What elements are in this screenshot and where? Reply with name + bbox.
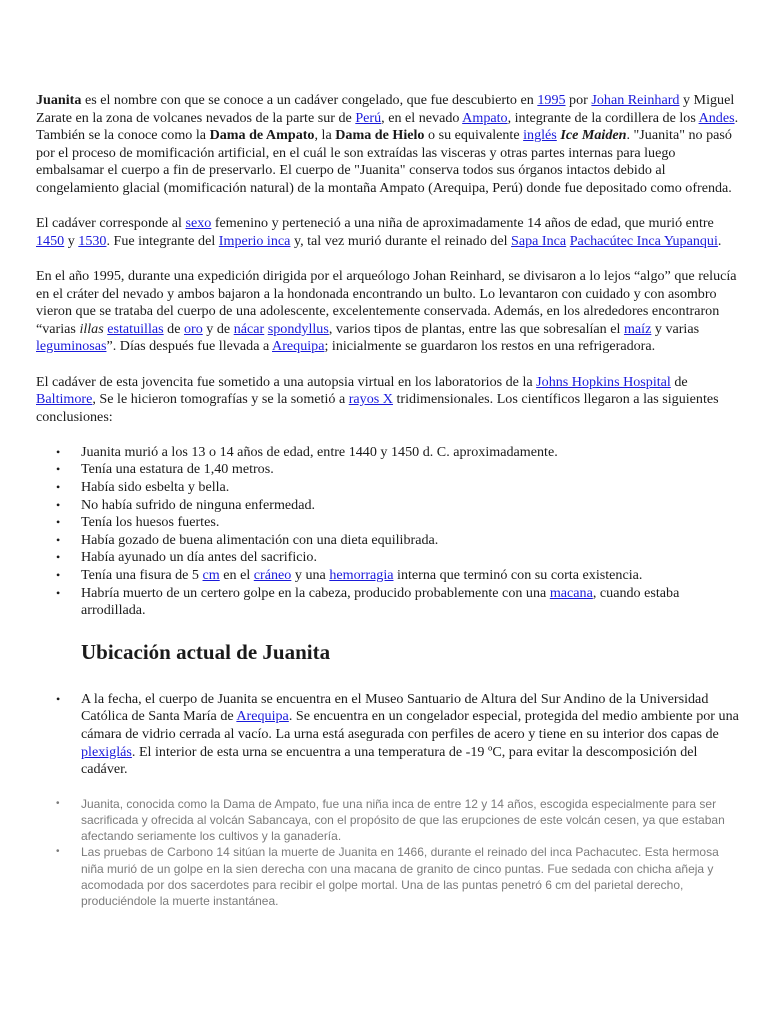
section-heading: Ubicación actual de Juanita: [81, 639, 331, 664]
link-baltimore[interactable]: Baltimore: [36, 391, 93, 408]
text-run: interna que terminó con su corta existencia.: [393, 567, 643, 584]
text-run: por: [565, 92, 592, 108]
text-run: . "Juanita" no pasó por el proceso de momificación artificial, en el cuál le son extraídas las visceras y otras partes internas para luego embalsamar el cuerpo a fin de preservarlo. El cuerpo de "Juanita" conserva todos sus órganos intactos debido al congelamiento glacial (momificación natural) de la montaña Ampato (Arequipa, Perú) donde fue depositado como ofrenda.: [36, 127, 732, 196]
text-run: . Fue integrante del: [106, 232, 219, 249]
text-run: y una: [291, 567, 330, 584]
text-run: El cadáver de esta jovencita fue sometido a una autopsia virtual en los laboratorios de la: [36, 373, 537, 390]
link-arequipa-2[interactable]: Arequipa: [236, 708, 289, 725]
text-run: ”. Días después fue llevada a: [106, 338, 273, 355]
link-maiz[interactable]: maíz: [623, 320, 652, 337]
link-1530[interactable]: 1530: [78, 232, 107, 249]
text-run: Tenía una fisura de 5: [81, 567, 203, 584]
text-run: y: [64, 232, 79, 249]
link-peru[interactable]: Perú: [355, 109, 382, 126]
list-item: • No había sufrido de ninguna enfermedad.: [36, 497, 742, 515]
text-run: ; inicialmente se guardaron los restos en una refrigeradora.: [324, 338, 656, 355]
text-run: tridimensionales. Los científicos llegaron a las siguientes conclusiones:: [36, 391, 719, 425]
conclusions-list: [36, 444, 742, 620]
text-run: y varias: [651, 320, 700, 337]
link-cm[interactable]: cm: [202, 567, 220, 584]
text-run: , la: [314, 127, 336, 144]
list-item: • Tenía los huesos fuertes.: [36, 514, 742, 532]
list-item: [36, 567, 742, 585]
link-nacar[interactable]: nácar: [233, 320, 265, 337]
link-estatuillas[interactable]: estatuillas: [107, 320, 164, 337]
text-run: en el: [219, 567, 254, 584]
bold-term: Dama de Ampato: [209, 127, 315, 144]
text-run: y Miguel Zarate en la zona de volcanes nevados de la parte sur de: [36, 92, 735, 126]
link-imperio-inca[interactable]: Imperio inca: [218, 232, 291, 249]
list-item: [36, 585, 742, 620]
link-andes[interactable]: Andes: [698, 109, 735, 126]
text-run: , Se le hicieron tomografías y se la sometió a: [92, 391, 349, 408]
text-run: Habría muerto de un certero golpe en la cabeza, producido probablemente con una: [81, 584, 550, 601]
text-run: de: [163, 320, 184, 337]
list-item: • Juanita, conocida como la Dama de Ampato, fue una niña inca de entre 12 y 14 años, escogida especialmente para ser sacrificada y ofrecida al volcán Sabancaya, con el propósito de que las erupciones de este volcán cesen, ya que estaban afectando seriamente los cultivos y la ganadería.: [36, 796, 742, 845]
location-list: [36, 691, 742, 779]
list-item: • Juanita murió a los 13 o 14 años de edad, entre 1440 y 1450 d. C. aproximadamente.: [36, 444, 742, 462]
link-craneo[interactable]: cráneo: [253, 567, 292, 584]
list-item: • Había gozado de buena alimentación con una dieta equilibrada.: [36, 532, 742, 550]
text-run: , en el nevado: [381, 109, 463, 126]
link-spondyllus[interactable]: spondyllus: [267, 320, 329, 337]
notes-list: [36, 796, 742, 909]
link-leguminosas[interactable]: leguminosas: [36, 338, 107, 355]
text-run: . También se la conoce como la: [36, 109, 739, 144]
list-item: • Había sido esbelta y bella.: [36, 479, 742, 497]
text-run: y, tal vez murió durante el reinado del: [290, 232, 512, 249]
intro-paragraph: [36, 92, 742, 198]
link-sapa-inca[interactable]: Sapa Inca: [511, 232, 567, 249]
text-run: A la fecha, el cuerpo de Juanita se encuentra en el Museo Santuario de Altura del Sur Andino de la Universidad Católica de Santa María de: [81, 690, 709, 725]
link-plexiglas[interactable]: plexiglás: [81, 743, 132, 760]
link-pachacutec[interactable]: Pachacútec Inca Yupanqui: [569, 232, 718, 249]
text-run: y de: [202, 320, 234, 337]
text-run: . El interior de esta urna se encuentra a una temperatura de -19 ºC, para evitar la descomposición del cadáver.: [81, 743, 698, 778]
body-paragraph-3: [36, 268, 742, 356]
body-paragraph-2: [36, 215, 742, 250]
link-rayos-x[interactable]: rayos X: [348, 391, 393, 408]
link-ingles[interactable]: inglés: [523, 127, 557, 144]
link-1995[interactable]: 1995: [537, 92, 566, 108]
link-ampato[interactable]: Ampato: [462, 109, 508, 126]
bold-italic-term: Ice Maiden: [560, 127, 627, 144]
link-oro[interactable]: oro: [183, 320, 203, 337]
bold-term: Dama de Hielo: [335, 127, 425, 144]
link-johan-reinhard[interactable]: Johan Reinhard: [591, 92, 680, 108]
list-item: • Las pruebas de Carbono 14 sitúan la muerte de Juanita en 1466, durante el reinado del inca Pachacutec. Esta hermosa niña murió de un golpe en la sien derecha con una macana de granito de cinco puntas. Fue sedada con chicha añeja y acomodada por dos sacerdotes para recibir el golpe mortal. Una de las puntas penetró 6 cm del parietal derecho, produciéndole la muerte instantánea.: [36, 844, 742, 909]
text-run: , integrante de la cordillera de los: [507, 109, 699, 126]
text-run: femenino y perteneció a una niña de aproximadamente 14 años de edad, que murió entre: [211, 215, 714, 232]
text-run: de: [670, 373, 688, 390]
link-arequipa[interactable]: Arequipa: [272, 338, 325, 355]
list-item: • Había ayunado un día antes del sacrificio.: [36, 549, 742, 567]
text-run: .: [717, 232, 722, 249]
list-item: • Tenía una estatura de 1,40 metros.: [36, 461, 742, 479]
link-1450[interactable]: 1450: [36, 232, 65, 249]
list-item: [36, 691, 742, 779]
link-hemorragia[interactable]: hemorragia: [329, 567, 394, 584]
link-macana[interactable]: macana: [549, 584, 593, 601]
body-paragraph-4: [36, 374, 742, 427]
text-run: , cuando estaba arrodillada.: [81, 584, 680, 619]
italic-term: illas: [79, 320, 104, 337]
link-sexo[interactable]: sexo: [185, 215, 212, 232]
text-run: El cadáver corresponde al: [36, 215, 186, 232]
text-run: o su equivalente: [424, 127, 524, 144]
link-johns-hopkins[interactable]: Johns Hopkins Hospital: [536, 373, 671, 390]
text-run: . Se encuentra en un congelador especial, protegida del medio ambiente por una cámara de vidrio cerrada al vacío. La urna está asegurada con perfiles de acero y tiene en su interior dos capas de: [81, 708, 739, 742]
text-run: En el año 1995, durante una expedición dirigida por el arqueólogo Johan Reinhard, se divisaron a lo lejos “algo” que relucía en el cráter del nevado y ambos bajaron a la hondonada encontrando un bulto. Lo levantaron con cuidado y con asombro vieron que se trataba del cuerpo de una adolescente, excelentemente conservada. Además, en los alrededores encontraron “varias: [36, 267, 737, 337]
text-run: , varios tipos de plantas, entre las que sobresalían el: [328, 320, 624, 337]
text-run: es el nombre con que se conoce a un cadáver congelado, que fue descubierto en: [81, 92, 538, 108]
article-page: [36, 92, 742, 909]
subject-name: Juanita: [36, 92, 82, 108]
